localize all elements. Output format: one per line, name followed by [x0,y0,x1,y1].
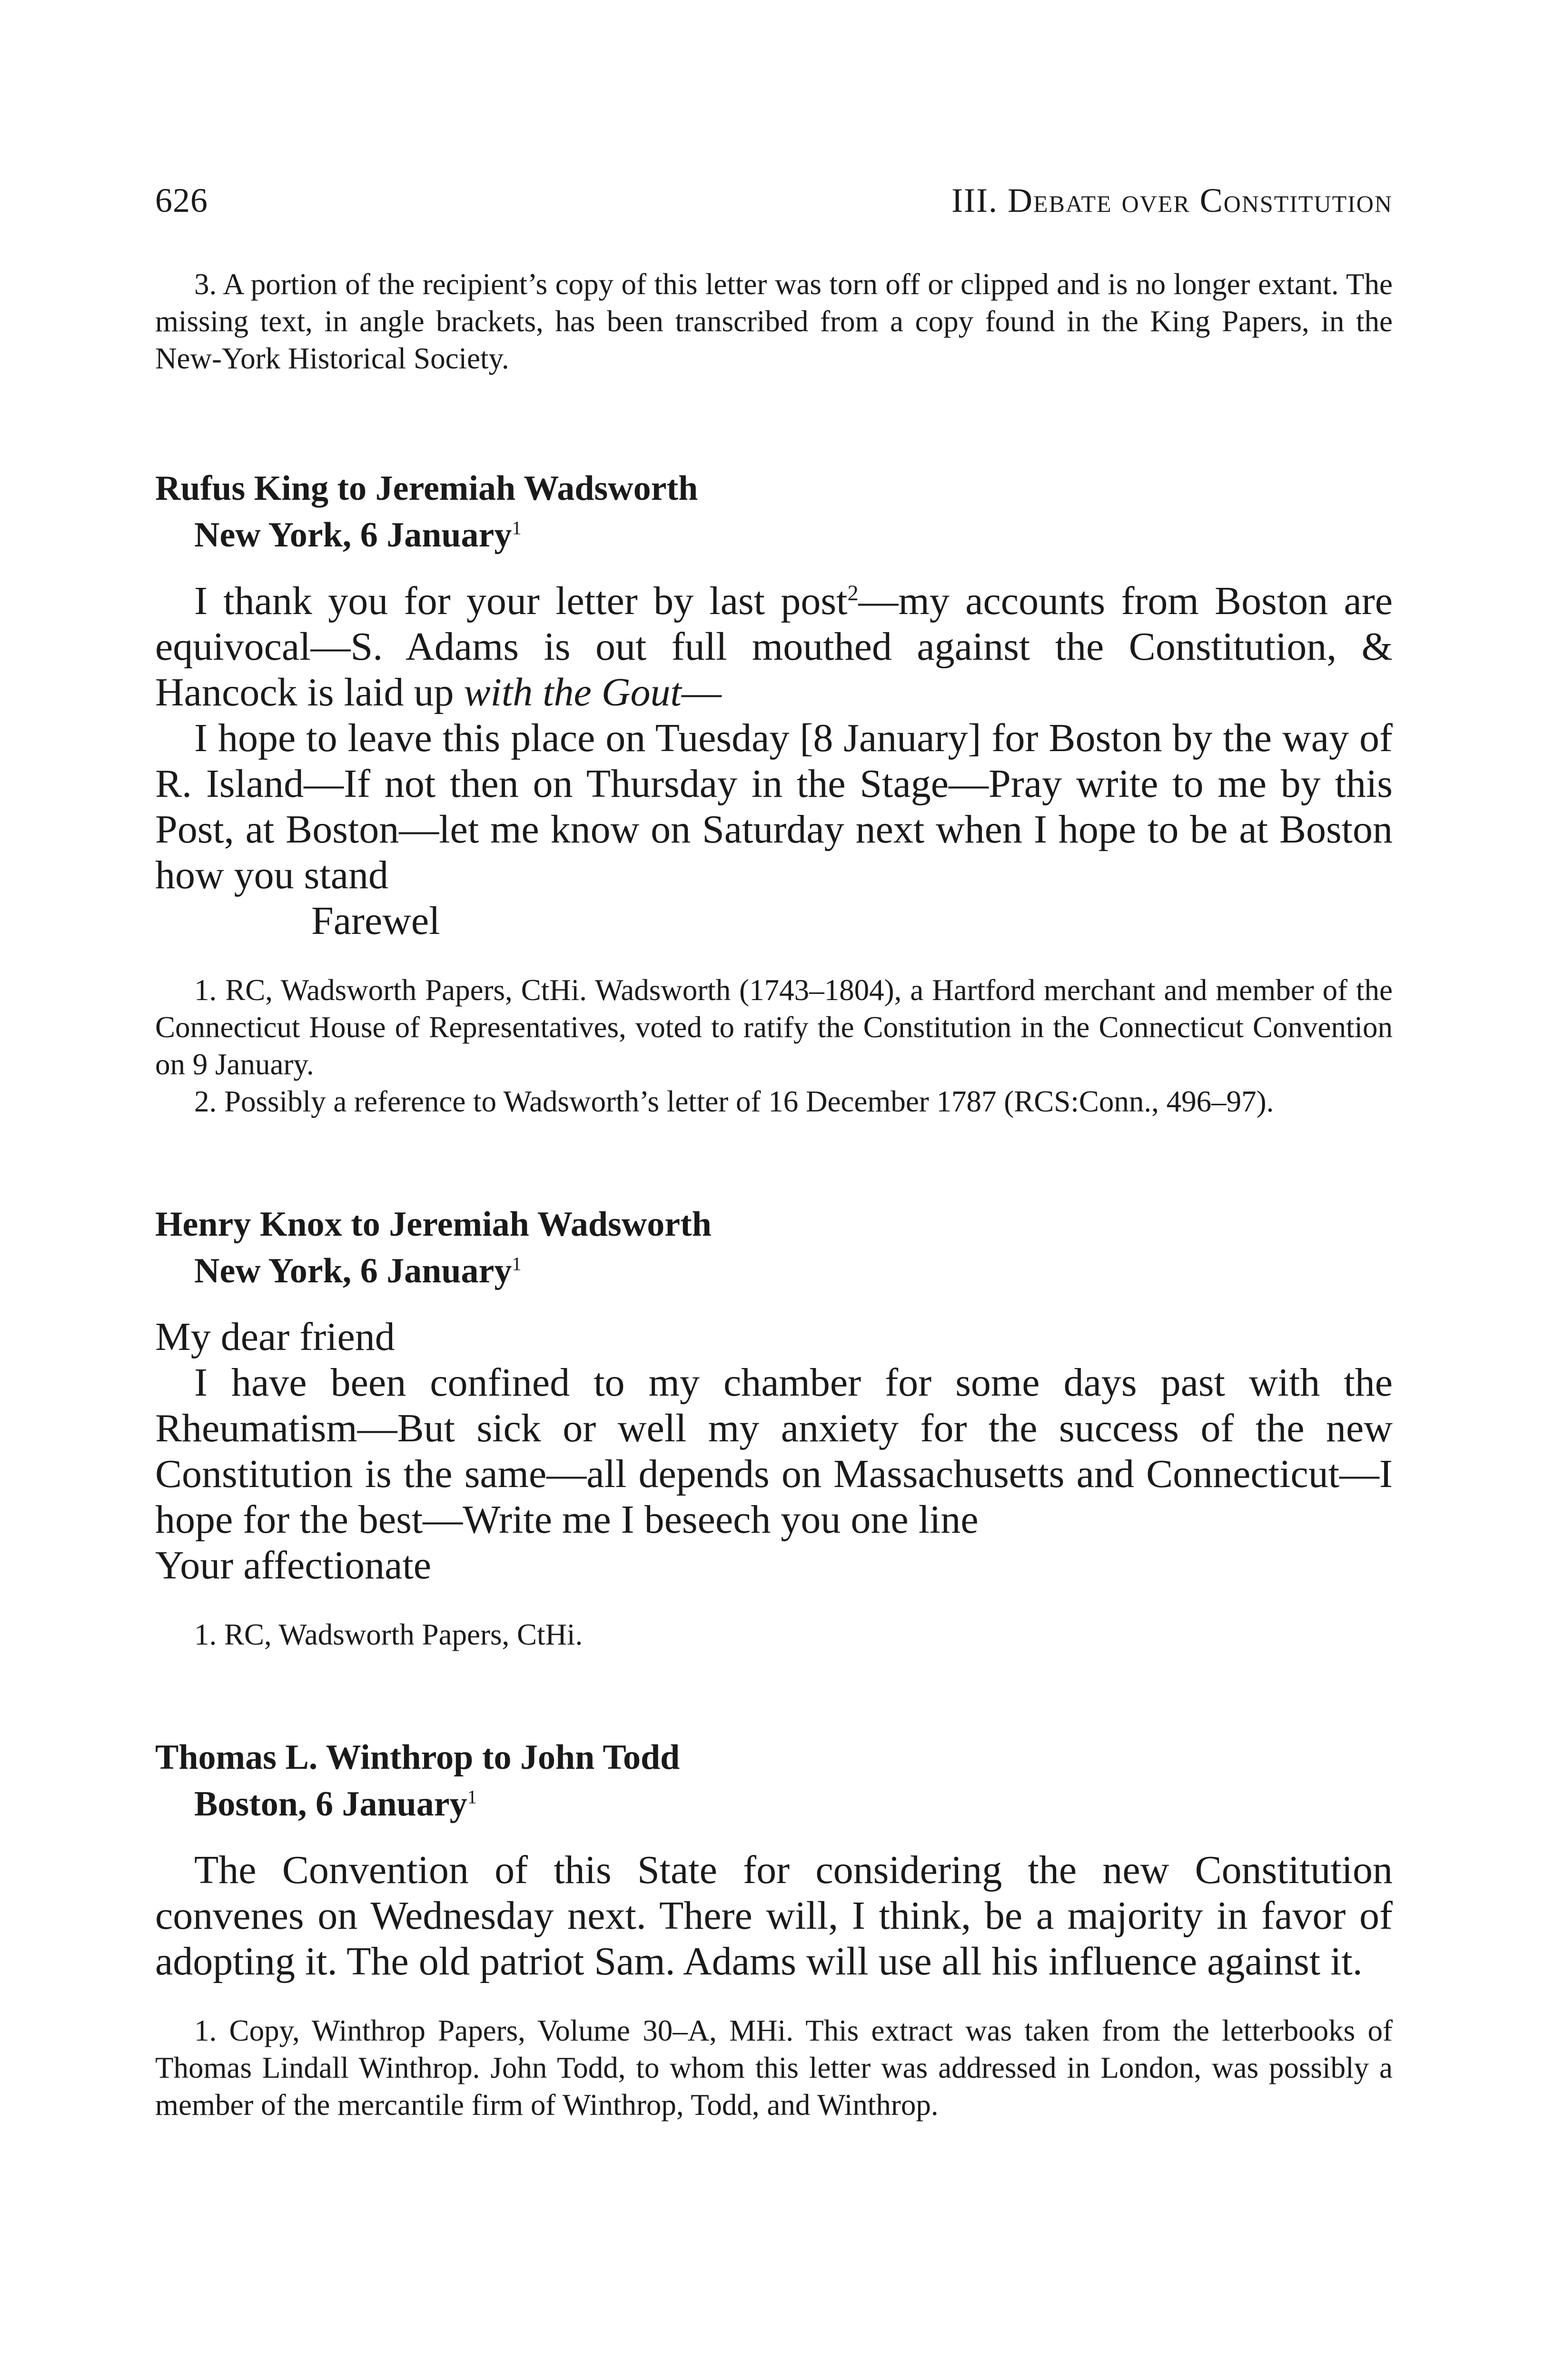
footnote-3: 3. A portion of the recipient’s copy of this letter was torn off or clipped and is no longer extant. The missing text, in angle brackets, has been transcribed from a copy found in the King Papers, in the New-York Historical Society. [155,268,1393,375]
letter-knox-wadsworth [155,1201,1393,1653]
letter-dateline [155,1248,1393,1294]
footnote-1: 1. RC, Wadsworth Papers, CtHi. Wadsworth (1743–1804), a Hartford merchant and member of the Connecticut House of Representatives, voted to ratify the Constitution in the Connecticut Convention on 9 January. [155,973,1393,1081]
letter-heading-block [155,1734,1393,1827]
letter-paragraph: The Convention of this State for considering the new Constitution convenes on Wednesday next. There will, I think, be a majority in favor of adopting it. The old patriot Sam. Adams will use all his influence against it. [155,1848,1393,1983]
footnotes [155,1616,1393,1653]
letter-paragraph [155,578,1393,715]
running-title: III. Debate over Constitution [951,181,1393,219]
footnote-ref: 1 [512,1253,522,1275]
paragraph-text: —my accounts from Boston are equivocal—S. Adams is out full mouthed against the Constitution, & Hancock is laid up [155,579,1393,714]
italic-text: with the Gout [464,670,682,714]
page-number: 626 [155,181,208,219]
letter-heading-block [155,1201,1393,1294]
running-head [155,181,1393,220]
letter-heading: Thomas L. Winthrop to John Todd [155,1738,680,1777]
letter-paragraph: I hope to leave this place on Tuesday [8 January] for Boston by the way of R. Island—If not then on Thursday in the Stage—Pray write to me by this Post, at Boston—let me know on Saturday next when I hope to be at Boston how you stand [155,716,1393,897]
footnote-1: 1. RC, Wadsworth Papers, CtHi. [194,1618,583,1651]
letter-dateline [155,1781,1393,1827]
letter-dateline [155,512,1393,558]
footnote-1: 1. Copy, Winthrop Papers, Volume 30–A, MHi. This extract was taken from the letterbooks of Thomas Lindall Winthrop. John Todd, to whom this letter was addressed in London, was possibly a member of the mercantile firm of Winthrop, Todd, and Winthrop. [155,2014,1393,2122]
letter-closing: Your affectionate [155,1543,432,1587]
letter-paragraph: I have been confined to my chamber for some days past with the Rheumatism—But sick or well my anxiety for the success of the new Constitution is the same—all depends on Massachusetts and Connecticut—I hope for the best—Write me I beseech you one line [155,1360,1393,1542]
letter-salutation: My dear friend [155,1315,395,1359]
letter-heading: Henry Knox to Jeremiah Wadsworth [155,1205,712,1244]
paragraph-text: I thank you for your letter by last post [194,579,848,623]
letter-heading: Rufus King to Jeremiah Wadsworth [155,469,698,508]
footnotes [155,972,1393,1120]
letter-heading-block [155,465,1393,558]
letter-winthrop-todd [155,1734,1393,2123]
footnotes [155,2012,1393,2123]
dateline-text: New York, 6 January [194,516,512,555]
dateline-text: Boston, 6 January [194,1785,467,1824]
footnote-ref: 1 [512,517,522,539]
letter-closing: Farewel [311,899,440,943]
paragraph-text: — [681,670,722,714]
footnote-ref: 1 [467,1786,477,1808]
book-page [155,181,1393,2123]
dateline-text: New York, 6 January [194,1251,512,1290]
letter-king-wadsworth [155,465,1393,1120]
footnote-ref: 2 [847,581,859,605]
footnote-2: 2. Possibly a reference to Wadsworth’s letter of 16 December 1787 (RCS:Conn., 496–97). [194,1085,1274,1118]
